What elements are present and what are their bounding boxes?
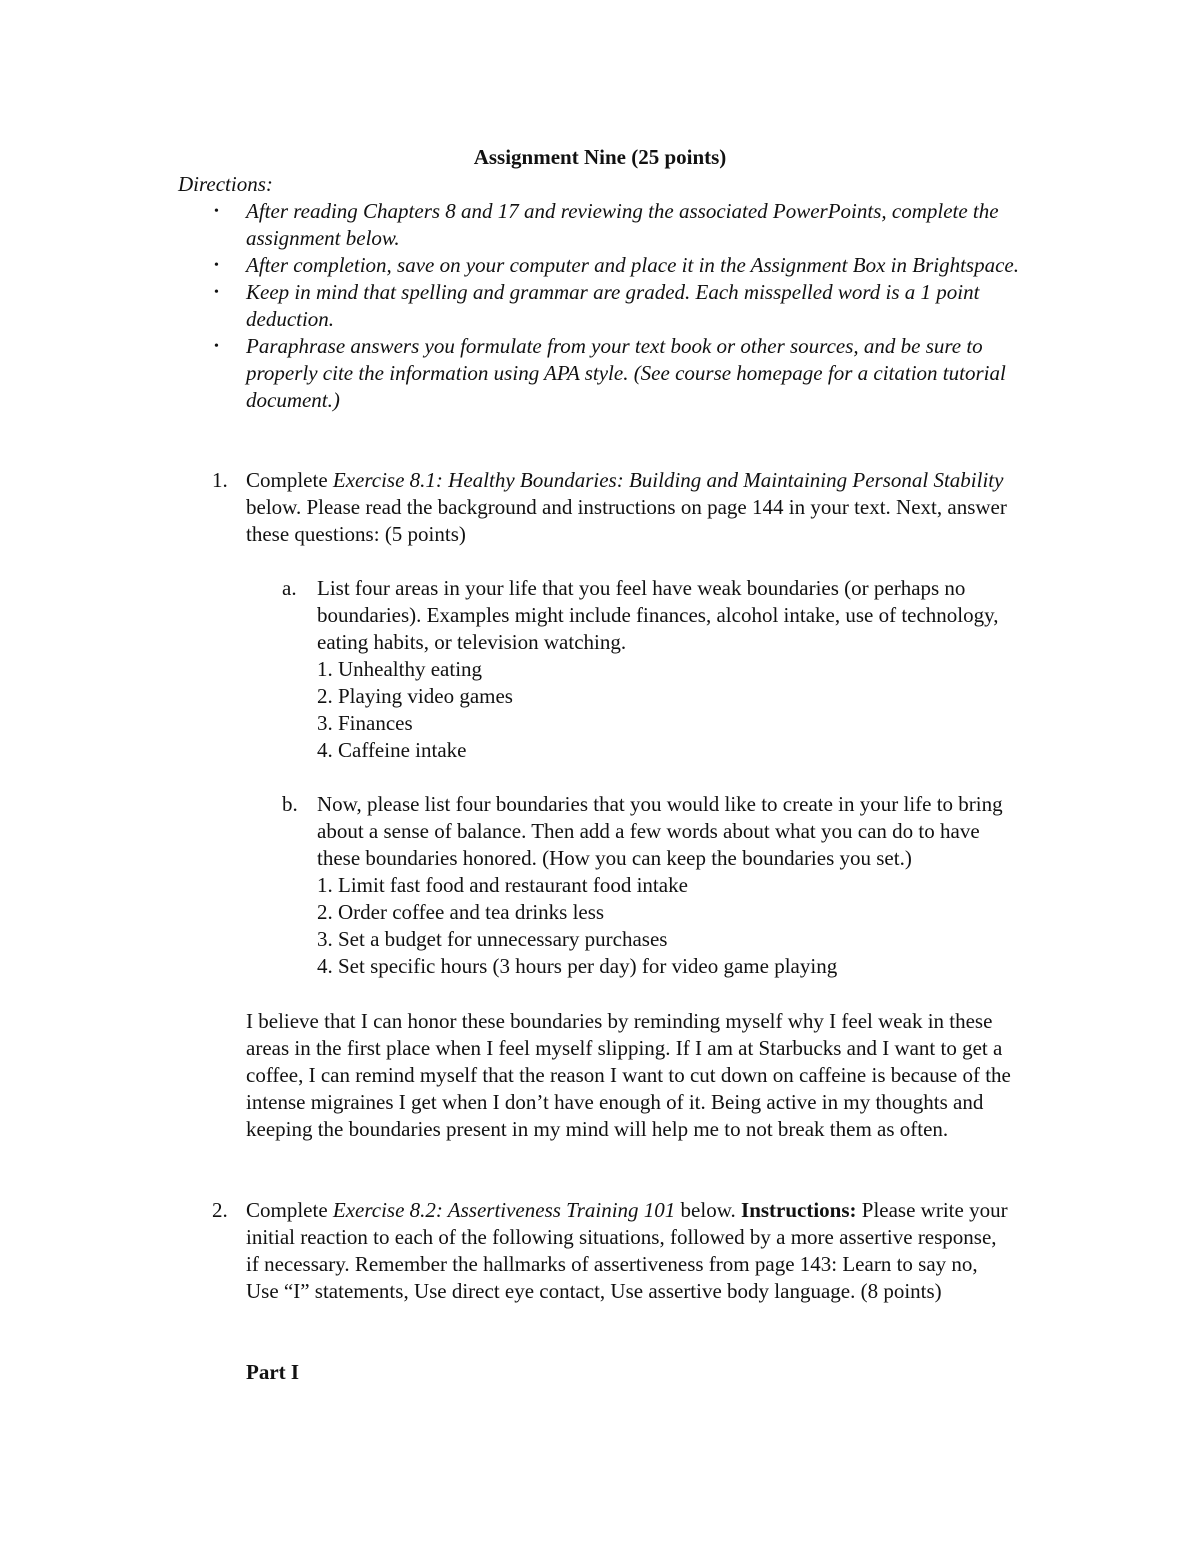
answer-line: 1. Limit fast food and restaurant food intake — [317, 873, 688, 897]
question-1b — [282, 791, 1022, 980]
question-middle: below. — [675, 1198, 742, 1222]
bullet-icon: • — [214, 258, 219, 273]
list-item — [212, 252, 1032, 279]
list-item — [212, 333, 1032, 414]
list-item — [212, 198, 1032, 252]
exercise-title: Exercise 8.1: Healthy Boundaries: Building and Maintaining Personal Stability — [332, 468, 1004, 492]
question-rest: below. Please read the background and instructions on page 144 in your text. Next, answer these questions: (5 points) — [246, 495, 1007, 546]
instructions-label: Instructions: — [741, 1198, 857, 1222]
sub-question-body — [317, 575, 1022, 764]
bullet-icon: • — [214, 204, 219, 219]
sub-question-body — [317, 791, 1022, 980]
question-number: 1. — [212, 468, 228, 492]
direction-text: After reading Chapters 8 and 17 and reviewing the associated PowerPoints, complete the assignment below. — [246, 199, 999, 250]
sub-question-letter: b. — [282, 792, 298, 816]
exercise-title: Exercise 8.2: Assertiveness Training 101 — [332, 1198, 676, 1222]
bullet-icon: • — [214, 285, 219, 300]
answer-line: 3. Finances — [317, 711, 413, 735]
answer-line: 4. Set specific hours (3 hours per day) for video game playing — [317, 954, 838, 978]
direction-text: After completion, save on your computer and place it in the Assignment Box in Brightspace. — [246, 253, 1019, 277]
boundaries-response: I believe that I can honor these boundaries by reminding myself why I feel weak in these areas in the first place when I feel myself slipping. If I am at Starbucks and I want to get a coffee, I can remind myself that the reason I want to cut down on caffeine is because of the intense migraines I get when I don’t have enough of it. Being active in my thoughts and keeping the boundaries present in my mind will help me to not break them as often. — [246, 1009, 1011, 1141]
sub-question-prompt: List four areas in your life that you feel have weak boundaries (or perhaps no boundaries). Examples might include finances, alcohol intake, use of technology, eating habits, or television watching. — [317, 576, 999, 654]
directions-label: Directions: — [178, 172, 273, 196]
question-number: 2. — [212, 1198, 228, 1222]
answer-line: 2. Playing video games — [317, 684, 513, 708]
answer-line: 4. Caffeine intake — [317, 738, 467, 762]
question-intro: Complete — [246, 468, 333, 492]
directions-list — [212, 198, 1032, 414]
list-item — [212, 279, 1032, 333]
question-rest: Please write your initial reaction to each of the following situations, followed by a more assertive response, if necessary. Remember the hallmarks of assertiveness from page 143: Learn to say no, Use “I” statements, Use direct eye contact, Use assertive body language. (8 points) — [246, 1198, 1008, 1303]
question-2 — [212, 1197, 1012, 1305]
answer-line: 1. Unhealthy eating — [317, 657, 483, 681]
sub-question-letter: a. — [282, 576, 297, 600]
question-1 — [212, 467, 1012, 548]
question-intro: Complete — [246, 1198, 333, 1222]
question-1a — [282, 575, 1022, 764]
page-title: Assignment Nine (25 points) — [473, 145, 727, 169]
direction-text: Keep in mind that spelling and grammar are graded. Each misspelled word is a 1 point deduction. — [246, 280, 980, 331]
bullet-icon: • — [214, 339, 219, 354]
answer-line: 2. Order coffee and tea drinks less — [317, 900, 605, 924]
direction-text: Paraphrase answers you formulate from your text book or other sources, and be sure to properly cite the information using APA style. (See course homepage for a citation tutorial document.) — [246, 334, 1006, 412]
question-1-text — [246, 467, 1012, 548]
answer-line: 3. Set a budget for unnecessary purchases — [317, 927, 668, 951]
sub-question-prompt: Now, please list four boundaries that you would like to create in your life to bring about a sense of balance. Then add a few words about what you can do to have these boundaries honored. (How you can keep the boundaries you set.) — [317, 792, 1003, 870]
question-2-text — [246, 1197, 1012, 1305]
part-heading: Part I — [246, 1360, 300, 1384]
